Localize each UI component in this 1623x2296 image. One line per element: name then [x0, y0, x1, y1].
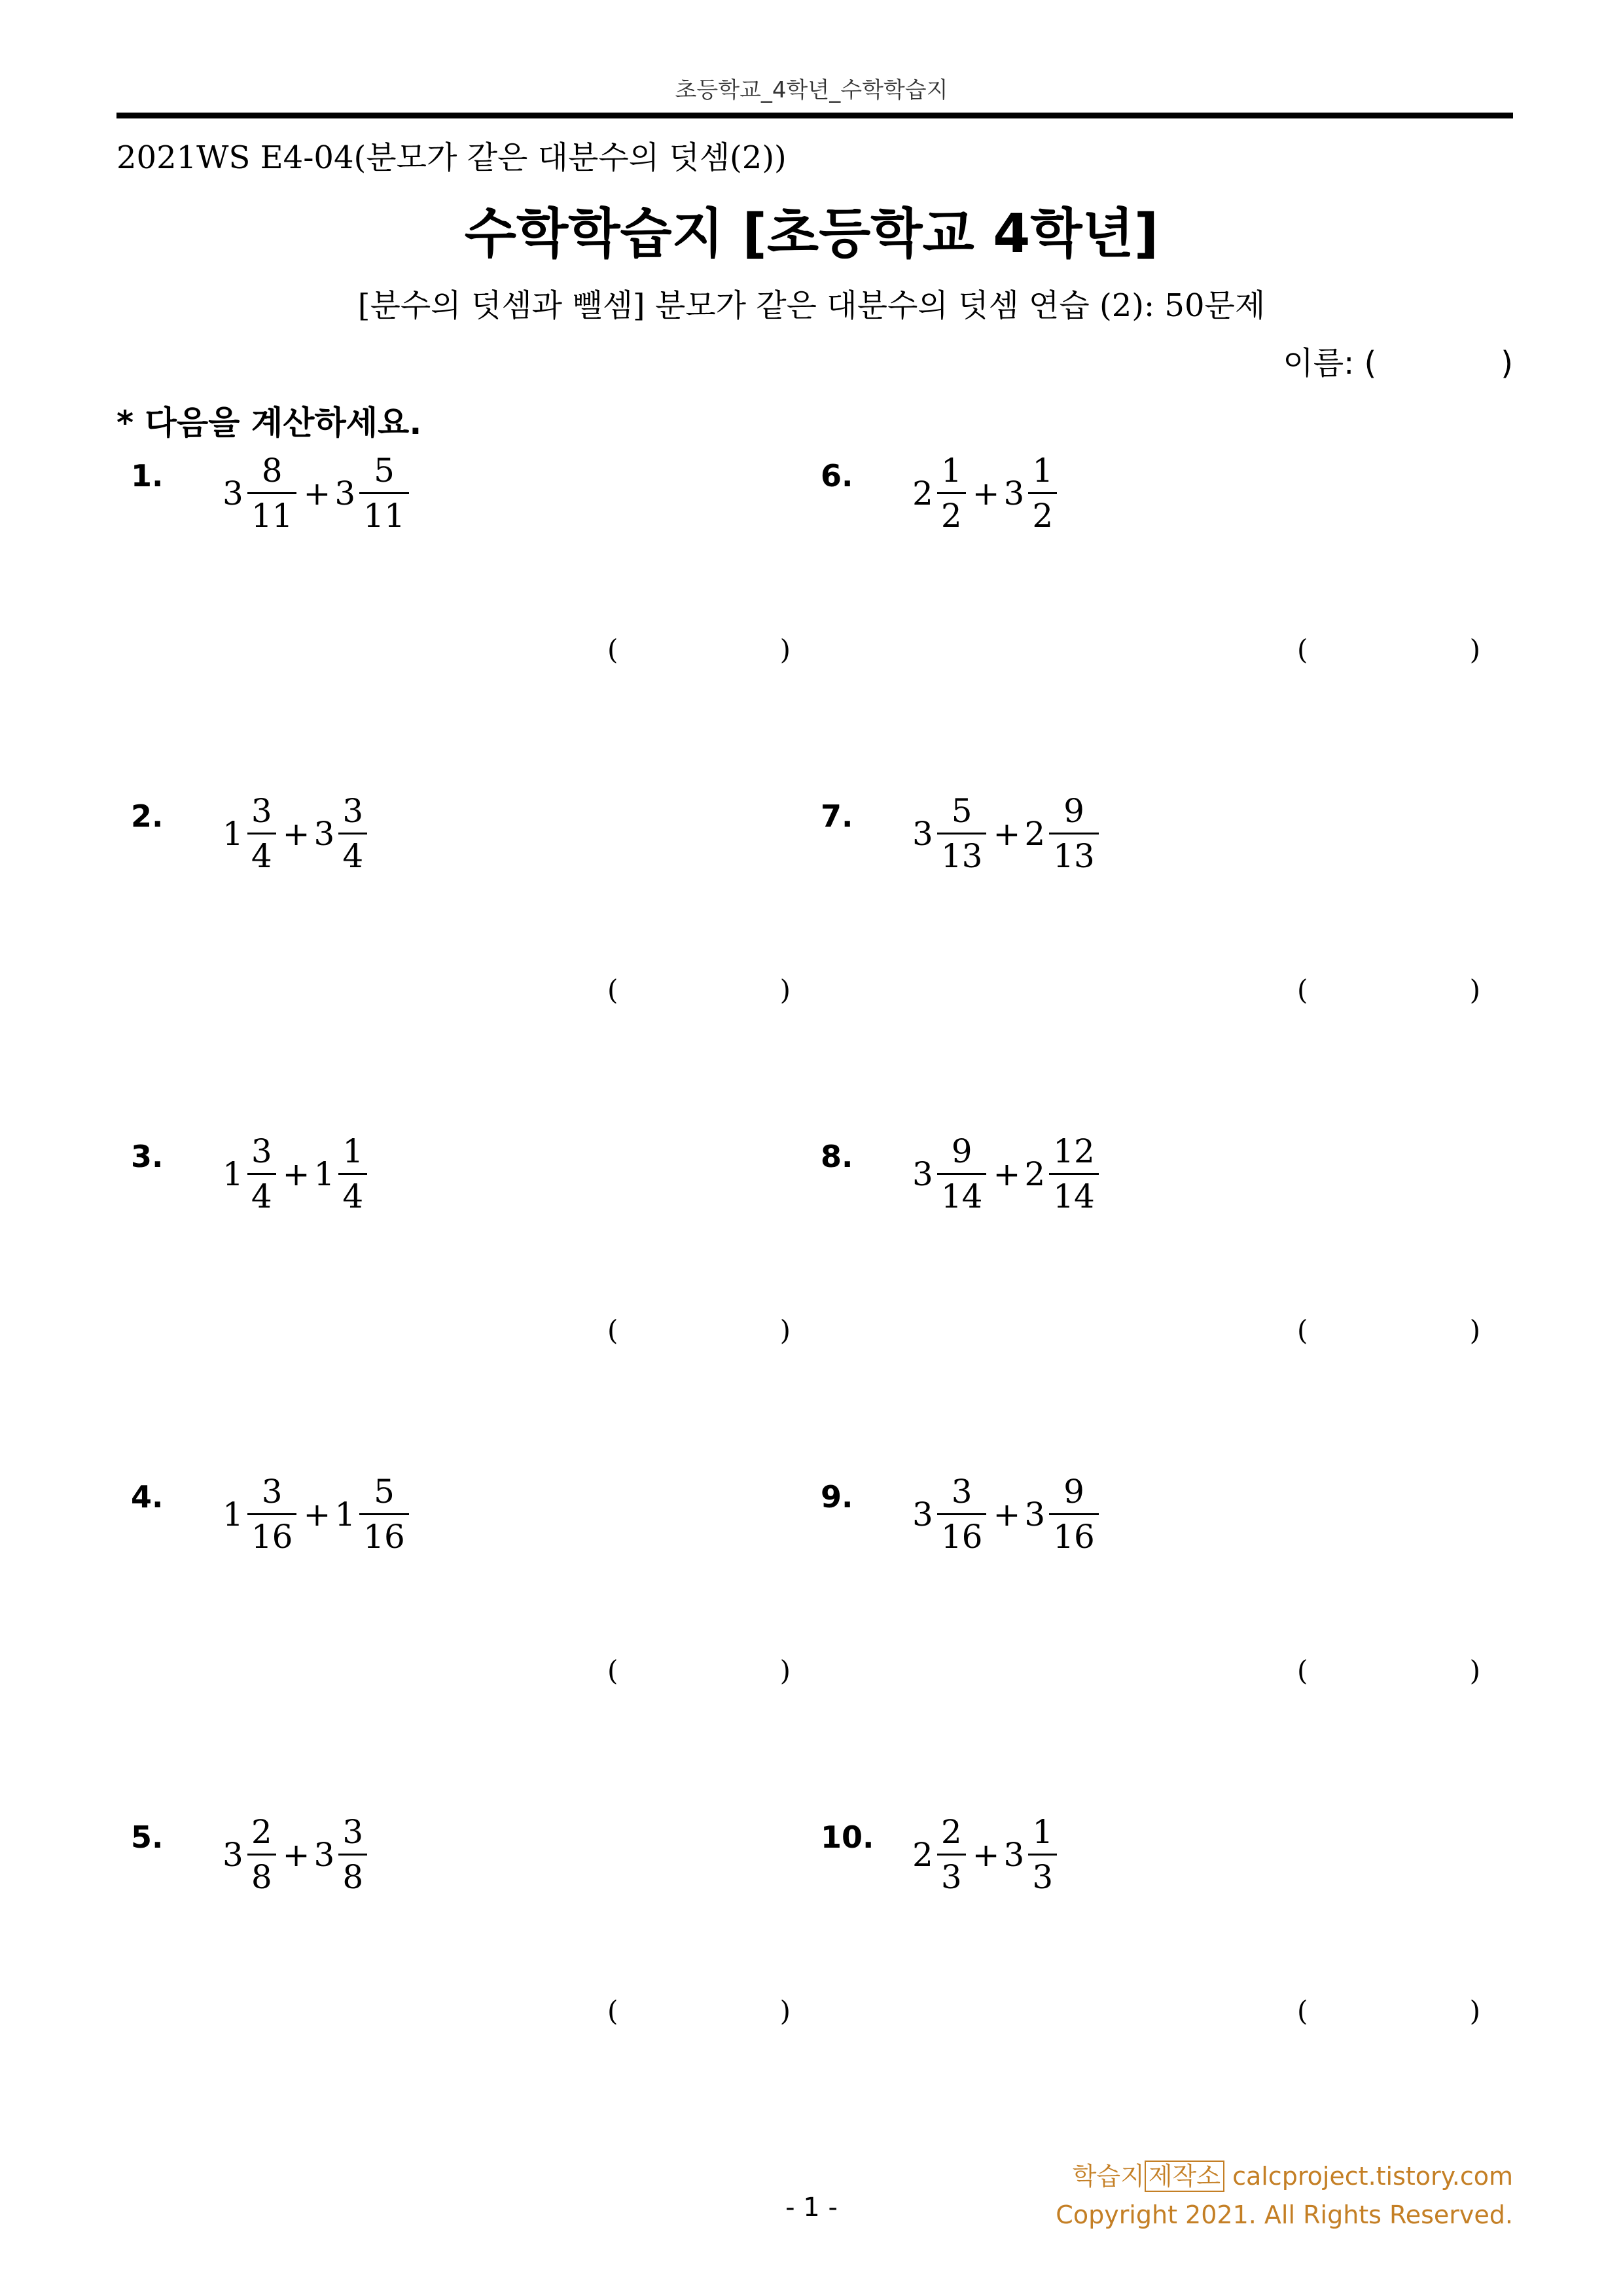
- name-label: 이름: (: [1283, 345, 1377, 382]
- problem-expression: [223, 1473, 412, 1556]
- problem-number: 9.: [821, 1479, 853, 1515]
- problem-expression: [912, 1813, 1060, 1896]
- answer-blank[interactable]: [607, 634, 791, 666]
- second-denominator: 16: [359, 1513, 409, 1553]
- instruction-text: * 다음을 계산하세요.: [116, 404, 422, 442]
- first-fraction: [247, 1473, 297, 1556]
- answer-blank[interactable]: [1297, 634, 1480, 666]
- second-numerator: 9: [1063, 792, 1084, 830]
- first-fraction: [937, 1813, 966, 1896]
- footer-url: calcproject.tistory.com: [1232, 2162, 1513, 2191]
- answer-close-paren: ): [779, 974, 791, 1006]
- second-whole: 3: [313, 814, 335, 853]
- first-whole: 1: [223, 1155, 243, 1193]
- second-whole: 1: [334, 1495, 356, 1534]
- second-denominator: 2: [1028, 492, 1057, 532]
- answer-close-paren: ): [779, 1995, 791, 2027]
- plus-operator: +: [993, 1155, 1021, 1193]
- answer-blank[interactable]: [1297, 1655, 1480, 1687]
- first-denominator: 2: [937, 492, 966, 532]
- first-denominator: 4: [247, 833, 276, 872]
- answer-close-paren: ): [779, 1655, 791, 1687]
- second-whole: 3: [1003, 1835, 1025, 1874]
- name-field[interactable]: [1283, 338, 1513, 383]
- first-numerator: 2: [251, 1813, 272, 1851]
- second-whole: 3: [334, 474, 356, 512]
- second-denominator: 11: [359, 492, 409, 532]
- first-whole: 2: [912, 1835, 933, 1874]
- header-divider: [116, 113, 1513, 118]
- second-whole: 1: [313, 1155, 335, 1193]
- problem-expression: [912, 1132, 1101, 1215]
- second-numerator: 1: [1032, 452, 1054, 490]
- problem-number: 4.: [131, 1479, 164, 1515]
- second-numerator: 5: [374, 452, 395, 490]
- answer-close-paren: ): [779, 634, 791, 666]
- answer-close-paren: ): [1469, 1995, 1480, 2027]
- plus-operator: +: [282, 814, 310, 853]
- second-denominator: 4: [338, 1173, 367, 1213]
- plus-operator: +: [993, 1495, 1021, 1534]
- answer-blank[interactable]: [607, 1995, 791, 2027]
- answer-open-paren: (: [607, 974, 618, 1006]
- answer-open-paren: (: [607, 1655, 618, 1687]
- plus-operator: +: [993, 814, 1021, 853]
- answer-open-paren: (: [1297, 1314, 1308, 1346]
- second-fraction: [1028, 1813, 1057, 1896]
- answer-open-paren: (: [1297, 634, 1308, 666]
- first-numerator: 3: [251, 792, 272, 830]
- problem-expression: [223, 1132, 370, 1215]
- problem-expression: [223, 452, 412, 535]
- problem-expression: [223, 1813, 370, 1896]
- answer-close-paren: ): [1469, 1655, 1480, 1687]
- first-fraction: [247, 792, 276, 875]
- second-whole: 2: [1024, 1155, 1046, 1193]
- second-fraction: [1049, 1473, 1099, 1556]
- answer-blank[interactable]: [607, 1655, 791, 1687]
- second-numerator: 5: [374, 1473, 395, 1511]
- problem-number: 6.: [821, 458, 853, 493]
- plus-operator: +: [282, 1155, 310, 1193]
- problem-expression: [912, 1473, 1101, 1556]
- worksheet-code: 2021WS E4-04(분모가 같은 대분수의 덧셈(2)): [116, 139, 787, 176]
- second-fraction: [359, 1473, 409, 1556]
- page-number: - 1 -: [785, 2193, 838, 2223]
- second-whole: 3: [1024, 1495, 1046, 1534]
- problem-expression: [223, 792, 370, 875]
- first-numerator: 3: [951, 1473, 972, 1511]
- running-header: 초등학교_4학년_수학학습지: [675, 77, 948, 103]
- name-close-paren: ): [1501, 345, 1513, 382]
- second-numerator: 1: [342, 1132, 364, 1170]
- answer-open-paren: (: [607, 1314, 618, 1346]
- answer-close-paren: ): [1469, 634, 1480, 666]
- second-whole: 3: [1003, 474, 1025, 512]
- answer-open-paren: (: [1297, 974, 1308, 1006]
- second-whole: 3: [313, 1835, 335, 1874]
- first-numerator: 5: [951, 792, 972, 830]
- answer-blank[interactable]: [1297, 1314, 1480, 1346]
- answer-open-paren: (: [1297, 1655, 1308, 1687]
- first-whole: 3: [912, 1155, 933, 1193]
- plus-operator: +: [972, 1835, 1000, 1874]
- footer-brand-a: 학습지: [1072, 2162, 1145, 2191]
- first-whole: 1: [223, 1495, 243, 1534]
- first-numerator: 2: [940, 1813, 962, 1851]
- plus-operator: +: [303, 1495, 331, 1534]
- answer-close-paren: ): [779, 1314, 791, 1346]
- second-fraction: [1049, 792, 1099, 875]
- plus-operator: +: [972, 474, 1000, 512]
- first-whole: 3: [223, 1835, 243, 1874]
- answer-blank[interactable]: [1297, 1995, 1480, 2027]
- problem-number: 3.: [131, 1139, 164, 1174]
- first-denominator: 16: [247, 1513, 297, 1553]
- second-numerator: 12: [1053, 1132, 1095, 1170]
- first-denominator: 14: [937, 1173, 987, 1213]
- second-whole: 2: [1024, 814, 1046, 853]
- first-numerator: 3: [251, 1132, 272, 1170]
- problem-number: 1.: [131, 458, 164, 493]
- first-fraction: [247, 452, 297, 535]
- first-denominator: 13: [937, 833, 987, 872]
- second-fraction: [1028, 452, 1057, 535]
- answer-open-paren: (: [607, 1995, 618, 2027]
- second-denominator: 16: [1049, 1513, 1099, 1553]
- first-fraction: [937, 1132, 987, 1215]
- first-numerator: 8: [261, 452, 283, 490]
- first-whole: 3: [223, 474, 243, 512]
- first-denominator: 8: [247, 1854, 276, 1893]
- second-numerator: 3: [342, 1813, 364, 1851]
- page-subtitle: [분수의 덧셈과 뺄셈] 분모가 같은 대분수의 덧셈 연습 (2): 50문제: [357, 287, 1266, 324]
- first-whole: 2: [912, 474, 933, 512]
- problem-number: 8.: [821, 1139, 853, 1174]
- footer-brand-b: 제작소: [1145, 2161, 1224, 2192]
- first-fraction: [247, 1132, 276, 1215]
- second-numerator: 9: [1063, 1473, 1084, 1511]
- second-denominator: 13: [1049, 833, 1099, 872]
- first-fraction: [937, 452, 966, 535]
- second-fraction: [359, 452, 409, 535]
- first-numerator: 3: [261, 1473, 283, 1511]
- problem-number: 5.: [131, 1820, 164, 1855]
- answer-blank[interactable]: [607, 1314, 791, 1346]
- first-denominator: 16: [937, 1513, 987, 1553]
- problem-expression: [912, 452, 1060, 535]
- second-numerator: 3: [342, 792, 364, 830]
- answer-blank[interactable]: [1297, 974, 1480, 1006]
- problem-number: 7.: [821, 798, 853, 834]
- second-fraction: [338, 1132, 367, 1215]
- answer-open-paren: (: [607, 634, 618, 666]
- footer-copyright: Copyright 2021. All Rights Reserved.: [1056, 2200, 1513, 2229]
- first-fraction: [247, 1813, 276, 1896]
- first-denominator: 3: [937, 1854, 966, 1893]
- second-numerator: 1: [1032, 1813, 1054, 1851]
- problem-number: 10.: [821, 1820, 874, 1855]
- first-whole: 3: [912, 1495, 933, 1534]
- second-fraction: [338, 792, 367, 875]
- second-denominator: 3: [1028, 1854, 1057, 1893]
- answer-close-paren: ): [1469, 1314, 1480, 1346]
- first-denominator: 4: [247, 1173, 276, 1213]
- second-denominator: 4: [338, 833, 367, 872]
- first-fraction: [937, 792, 987, 875]
- second-fraction: [1049, 1132, 1099, 1215]
- page-title: 수학학습지 [초등학교 4학년]: [464, 203, 1159, 265]
- answer-close-paren: ): [1469, 974, 1480, 1006]
- first-fraction: [937, 1473, 987, 1556]
- second-fraction: [338, 1813, 367, 1896]
- second-denominator: 8: [338, 1854, 367, 1893]
- first-numerator: 9: [951, 1132, 972, 1170]
- first-whole: 1: [223, 814, 243, 853]
- plus-operator: +: [303, 474, 331, 512]
- second-denominator: 14: [1049, 1173, 1099, 1213]
- problem-number: 2.: [131, 798, 164, 834]
- answer-blank[interactable]: [607, 974, 791, 1006]
- problem-expression: [912, 792, 1101, 875]
- first-whole: 3: [912, 814, 933, 853]
- first-denominator: 11: [247, 492, 297, 532]
- plus-operator: +: [282, 1835, 310, 1874]
- first-numerator: 1: [940, 452, 962, 490]
- answer-open-paren: (: [1297, 1995, 1308, 2027]
